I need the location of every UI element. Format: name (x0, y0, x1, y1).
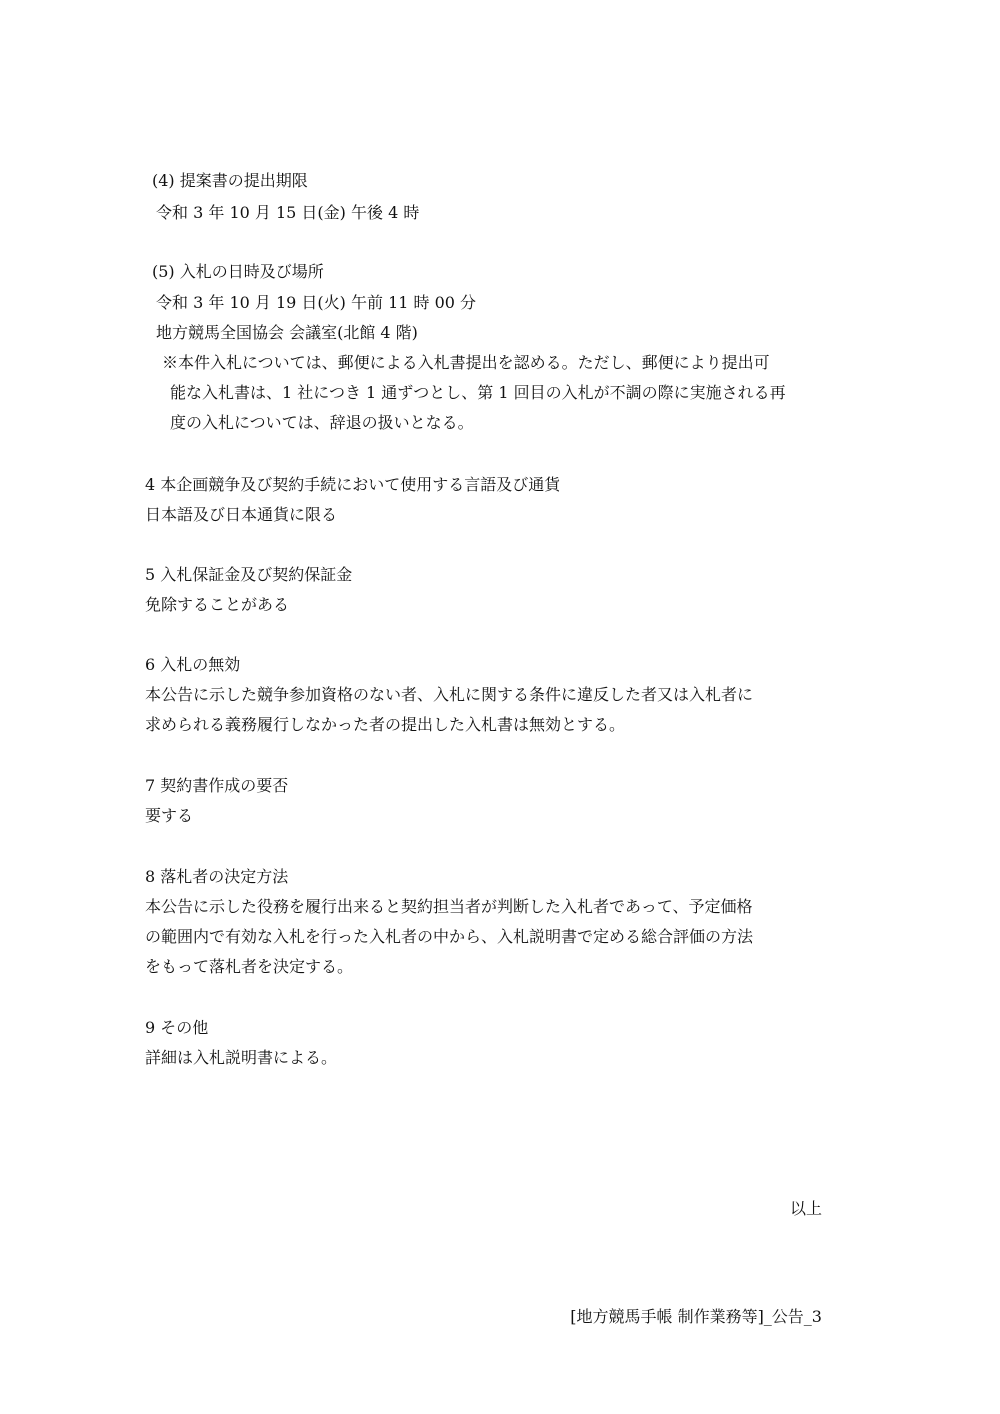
subsection-5-datetime: 令和 3 年 10 月 19 日(火) 午前 11 時 00 分 (156, 293, 477, 312)
section-9-heading: 9 その他 (145, 1018, 209, 1037)
section-7-heading: 7 契約書作成の要否 (145, 776, 289, 795)
section-5-heading: 5 入札保証金及び契約保証金 (145, 565, 353, 584)
subsection-5-heading: (5) 入札の日時及び場所 (152, 262, 324, 281)
section-7-body: 要する (145, 806, 194, 825)
closing-text: 以上 (789, 1199, 822, 1218)
section-8-body-line-1: 本公告に示した役務を履行出来ると契約担当者が判断した入札者であって、予定価格 (145, 897, 753, 916)
subsection-5-note-line-2: 能な入札書は、1 社につき 1 通ずつとし、第 1 回目の入札が不調の際に実施される再 (170, 383, 786, 402)
section-4-heading: 4 本企画競争及び契約手続において使用する言語及び通貨 (145, 475, 561, 494)
section-9-body: 詳細は入札説明書による。 (145, 1048, 338, 1067)
subsection-5-place: 地方競馬全国協会 会議室(北館 4 階) (156, 323, 418, 342)
document-footer: [地方競馬手帳 制作業務等]_公告_3 (570, 1307, 822, 1326)
section-8-body-line-3: をもって落札者を決定する。 (145, 957, 354, 976)
subsection-5-note-line-3: 度の入札については、辞退の扱いとなる。 (170, 413, 474, 432)
section-5-body: 免除することがある (145, 595, 290, 614)
section-4-body: 日本語及び日本通貨に限る (145, 505, 338, 524)
section-6-heading: 6 入札の無効 (145, 655, 241, 674)
section-8-heading: 8 落札者の決定方法 (145, 867, 289, 886)
subsection-4-heading: (4) 提案書の提出期限 (152, 171, 308, 190)
section-8-body-line-2: の範囲内で有効な入札を行った入札者の中から、入札説明書で定める総合評価の方法 (145, 927, 754, 946)
subsection-4-deadline: 令和 3 年 10 月 15 日(金) 午後 4 時 (156, 203, 420, 222)
subsection-5-note-line-1: ※本件入札については、郵便による入札書提出を認める。ただし、郵便により提出可 (162, 353, 770, 372)
section-6-body-line-2: 求められる義務履行しなかった者の提出した入札書は無効とする。 (145, 715, 626, 734)
section-6-body-line-1: 本公告に示した競争参加資格のない者、入札に関する条件に違反した者又は入札者に (145, 685, 754, 704)
